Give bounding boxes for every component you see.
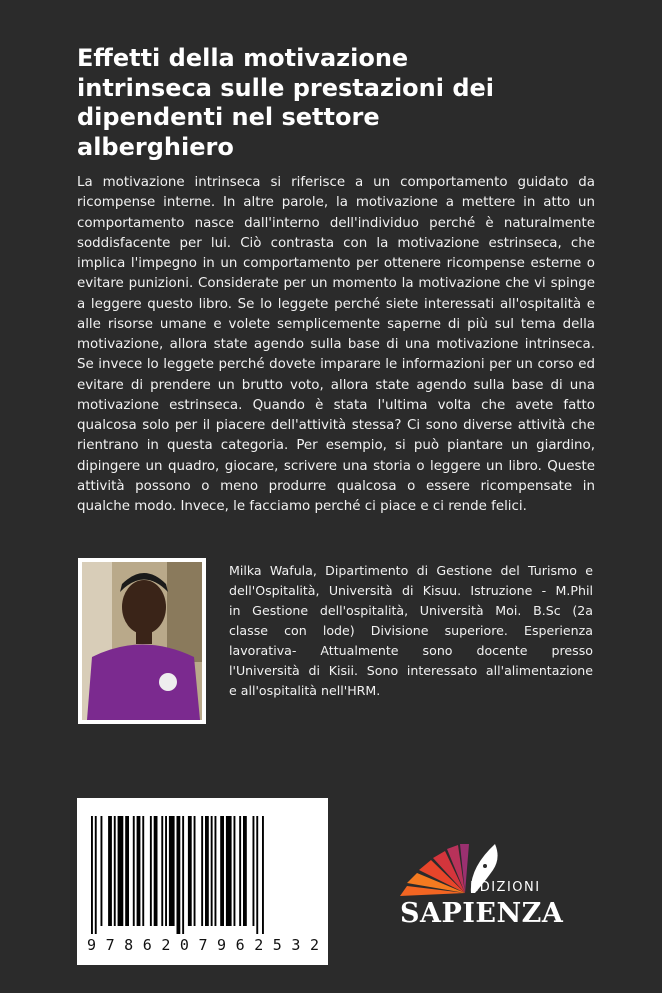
blurb-line: Se invece lo leggete perché dovete imparare le informazioni per un corso ed bbox=[77, 357, 595, 373]
bio-line: l'Università di Kisii. Sono interessato all'alimentazione bbox=[229, 663, 593, 678]
blurb-line: motivazione estrinseca. Quando è stata l'ultima volta che avete fatto bbox=[77, 397, 595, 413]
isbn-digit: 2 bbox=[309, 936, 319, 954]
blurb-line: alle risorse umane e volete semplicemente saperne di più sul tema della bbox=[77, 316, 595, 332]
isbn-digit: 6 bbox=[142, 936, 152, 954]
barcode-bar bbox=[234, 816, 236, 926]
isbn-digit: 5 bbox=[272, 936, 282, 954]
barcode-bar bbox=[118, 816, 124, 926]
barcode-bar bbox=[243, 816, 247, 926]
blurb-line: ricompense interne. In altre parole, la motivazione a mettere in atto un bbox=[77, 195, 595, 211]
publisher-name-line2: SAPIENZA bbox=[400, 898, 564, 929]
barcode-bar bbox=[262, 816, 264, 934]
blurb-line: dipingere un quadro, giocare, scrivere una storia o leggere un libro. Queste bbox=[77, 458, 595, 474]
isbn-digit: 2 bbox=[254, 936, 264, 954]
barcode-bar bbox=[169, 816, 175, 926]
barcode-bar bbox=[150, 816, 152, 926]
isbn-digit: 9 bbox=[87, 936, 97, 954]
barcode-bar bbox=[165, 816, 167, 926]
barcode-bar bbox=[95, 816, 97, 934]
barcode-bar bbox=[142, 816, 144, 926]
bio-line: classe con lode) Divisione superiore. Esperienza bbox=[229, 623, 593, 638]
isbn-digit: 7 bbox=[198, 936, 208, 954]
barcode-bar bbox=[114, 816, 116, 926]
barcode-bar bbox=[188, 816, 192, 926]
author-photo bbox=[78, 558, 206, 724]
blurb-line: qualcosa solo per il piacere dell'attività stessa? Ci sono diverse attività che bbox=[77, 418, 595, 433]
bio-line: e all'ospitalità nell'HRM. bbox=[229, 683, 381, 698]
blurb-line: implica l'impegno in un comportamento per ottenere ricompense esterne o bbox=[77, 256, 595, 271]
isbn-digit: 3 bbox=[291, 936, 301, 954]
blurb-line: comportamento nasce dall'interno dell'individuo perché è naturalmente bbox=[77, 215, 595, 231]
blurb-line: evitare punizioni. Considerate per un momento la motivazione che vi spinge bbox=[77, 276, 595, 292]
isbn-barcode bbox=[77, 798, 328, 965]
barcode-bar bbox=[211, 816, 213, 926]
title-line: Effetti della motivazione bbox=[77, 44, 409, 72]
title-line: intrinseca sulle prestazioni dei bbox=[77, 73, 495, 102]
barcode-bar bbox=[108, 816, 112, 926]
blurb-line: motivazione, allora state agendo sulla base di una motivazione intrinseca. bbox=[77, 337, 595, 352]
blurb-line: rientrano in questa categoria. Per esempio, si può piantare un giardino, bbox=[77, 438, 595, 454]
isbn-digit: 7 bbox=[105, 936, 115, 954]
bio-line: Milka Wafula, Dipartimento di Gestione del Turismo e bbox=[229, 563, 593, 578]
barcode-bar bbox=[125, 816, 129, 926]
barcode-bar bbox=[154, 816, 158, 926]
blurb-line: attività possono o meno produrre qualcosa o essere ricompensate in bbox=[77, 478, 595, 494]
barcode-bar bbox=[137, 816, 141, 926]
bio-line: in Gestione dell'ospitalità, Università Moi. B.Sc (2a bbox=[229, 603, 593, 618]
isbn-digit: 2 bbox=[161, 936, 171, 954]
barcode-bar bbox=[239, 816, 241, 926]
barcode-bar bbox=[101, 816, 103, 926]
barcode-bar bbox=[133, 816, 135, 926]
publisher-name-line1: EDIZIONI bbox=[470, 880, 541, 895]
barcode-bar bbox=[220, 816, 224, 926]
barcode-bar bbox=[205, 816, 209, 926]
title-line: alberghiero bbox=[77, 132, 234, 161]
isbn-digit: 8 bbox=[124, 936, 134, 954]
isbn-digit: 6 bbox=[235, 936, 245, 954]
isbn-digits bbox=[87, 936, 319, 954]
barcode-bar bbox=[161, 816, 163, 926]
book-title bbox=[77, 44, 597, 162]
barcode-bar bbox=[253, 816, 255, 926]
isbn-digit: 9 bbox=[217, 936, 227, 954]
book-blurb bbox=[77, 173, 595, 517]
isbn-digit: 0 bbox=[179, 936, 189, 954]
barcode-bar bbox=[182, 816, 184, 934]
blurb-line: a leggere questo libro. Se lo leggete perché siete interessati all'ospitalità e bbox=[77, 296, 595, 312]
bio-line: dell'Ospitalità, Università di Kisuu. Istruzione - M.Phil bbox=[229, 583, 593, 598]
blurb-line: qualche modo. Invece, le facciamo perché ci piace e ci rende felici. bbox=[77, 499, 527, 514]
bio-line: lavorativa- Attualmente sono docente presso bbox=[229, 643, 593, 658]
blurb-line: evitare di prendere un brutto voto, allora state agendo sulla base di una bbox=[77, 377, 595, 393]
barcode-bar bbox=[194, 816, 196, 926]
title-line: dipendenti nel settore bbox=[77, 103, 380, 131]
barcode-bar bbox=[201, 816, 203, 926]
barcode-bar bbox=[91, 816, 93, 934]
barcode-bar bbox=[256, 816, 258, 934]
barcode-bar bbox=[226, 816, 232, 926]
barcode-bar bbox=[215, 816, 217, 926]
blurb-line: La motivazione intrinseca si riferisce a un comportamento guidato da bbox=[77, 175, 595, 190]
barcode-bar bbox=[177, 816, 181, 934]
author-bio bbox=[229, 561, 593, 701]
blurb-line: soddisfacente per lui. Ciò contrasta con la motivazione estrinseca, che bbox=[77, 235, 595, 251]
